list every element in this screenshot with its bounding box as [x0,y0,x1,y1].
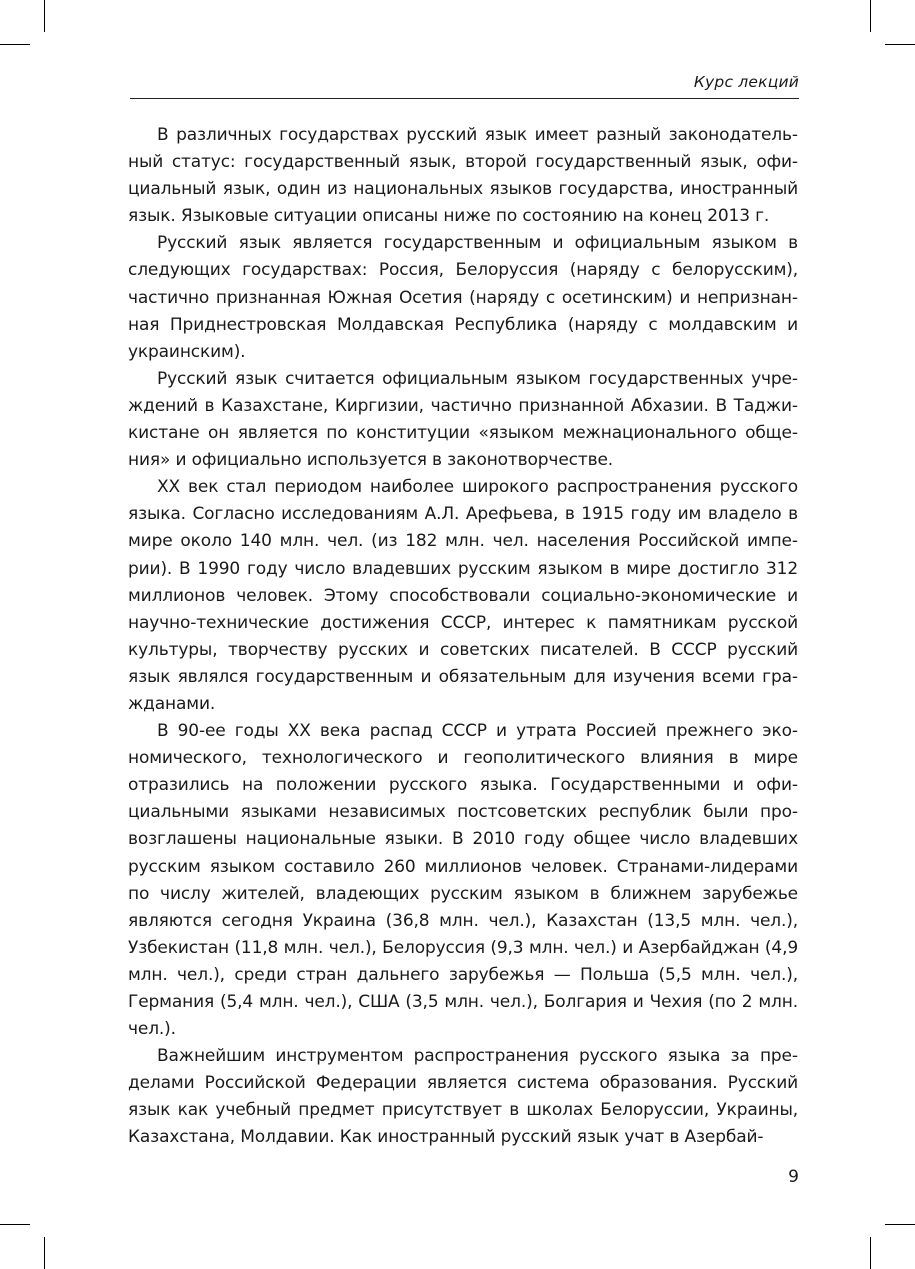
crop-mark-bottom-right-vertical [870,1237,871,1269]
page-number: 9 [788,1167,799,1187]
crop-mark-top-right-vertical [870,0,871,32]
paragraph: XX век стал периодом наиболее широкого распространения русского языка. Согласно исследованиям А.Л. Арефьева, в 1915 году им владело в мире около 140 млн. чел. (из 182 млн. чел. населения Российской империи). В 1990 году число владевших русским языком в мире достигло 312 миллионов человек. Этому способствовали социально-экономические и научно-технические достижения СССР, интерес к памятникам русской культуры, творчеству русских и советских писателей. В СССР русский язык являлся государственным и обязательным для изучения всеми гражданами. [128,477,798,714]
body-text [128,122,798,1152]
crop-mark-top-left-vertical [44,0,45,32]
running-head [130,71,799,99]
paragraph: Важнейшим инструментом распространения русского языка за пределами Российской Федерации является система образования. Русский язык как учебный предмет присутствует в школах Белоруссии, Украины, Казахстана, Молдавии. Как иностранный русский язык учат в Азербай- [128,1046,798,1148]
paragraph: В 90-ее годы XX века распад СССР и утрата Россией прежнего экономического, технологического и геополитического влияния в мире отразились на положении русского языка. Государственными и официальными языками независимых постсоветских республик были провозглашены национальные языки. В 2010 году общее число владевших русским языком составило 260 миллионов человек. Странами-лидерами по числу жителей, владеющих русским языком в ближнем зарубежье являются сегодня Украина (36,8 млн. чел.), Казахстан (13,5 млн. чел.), Узбекистан (11,8 млн. чел.), Белоруссия (9,3 млн. чел.) и Азербайджан (4,9 млн. чел.), среди стран дальнего зарубежья — Польша (5,5 млн. чел.), Германия (5,4 млн. чел.), США (3,5 млн. чел.), Болгария и Чехия (по 2 млн. чел.). [128,721,798,1040]
crop-mark-bottom-right-horizontal [885,1224,915,1225]
crop-mark-bottom-left-vertical [44,1237,45,1269]
paragraph: Русский язык является государственным и официальным языком в следующих государствах: Россия, Белоруссия (наряду с белорусским), частично признанная Южная Осетия (наряду с осетинским) и непризнанная Приднестровская Молдавская Республика (наряду с молдавским и украинским). [128,233,798,362]
crop-mark-top-right-horizontal [885,44,915,45]
crop-mark-bottom-left-horizontal [0,1224,30,1225]
running-head-title: Курс лекций [693,73,799,91]
paragraph: В различных государствах русский язык имеет разный законодательный статус: государственный язык, второй государственный язык, официальный язык, один из национальных языков государства, иностранный язык. Языковые ситуации описаны ниже по состоянию на конец 2013 г. [128,125,798,227]
paragraph: Русский язык считается официальным языком государственных учреждений в Казахстане, Киргизии, частично признанной Абхазии. В Таджикистане он является по конституции «языком межнационального общения» и официально используется в законотворчестве. [128,368,798,471]
crop-mark-top-left-horizontal [0,44,30,45]
